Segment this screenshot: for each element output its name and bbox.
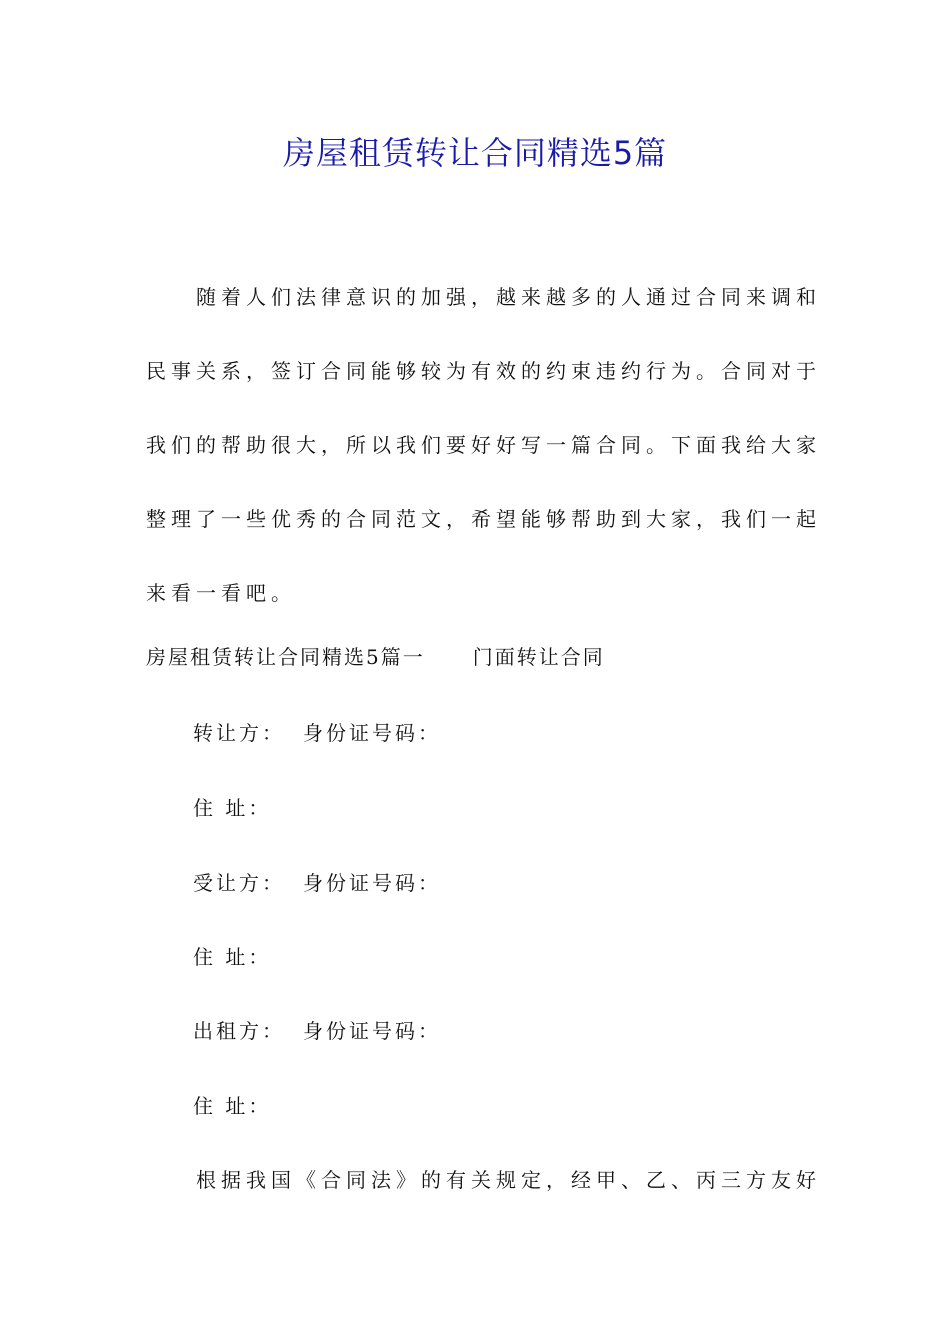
field-label: 出租方： xyxy=(193,1019,285,1043)
field-label: 住 址： xyxy=(193,945,272,969)
field-label: 住 址： xyxy=(193,1094,272,1118)
intro-line: 整理了一些优秀的合同范文，希望能够帮助到大家，我们一起 xyxy=(146,507,821,531)
document-title: 房屋租赁转让合同精选5篇 xyxy=(282,134,668,172)
field-transferee xyxy=(193,868,441,898)
field-transferor xyxy=(193,718,441,748)
intro-line: 来看一看吧。 xyxy=(146,581,296,605)
intro-line: 我们的帮助很大，所以我们要好好写一篇合同。下面我给大家 xyxy=(146,433,821,457)
field-id-label: 身份证号码： xyxy=(303,721,441,745)
field-lessor-address xyxy=(193,1091,271,1121)
field-label: 住 址： xyxy=(193,796,272,820)
field-lessor xyxy=(193,1016,441,1046)
section-heading xyxy=(146,642,605,672)
field-id-label: 身份证号码： xyxy=(303,871,441,895)
section-subtitle: 门面转让合同 xyxy=(472,645,605,669)
section-heading-text: 房屋租赁转让合同精选5篇一 xyxy=(146,645,425,669)
field-label: 转让方： xyxy=(193,721,285,745)
field-transferor-address xyxy=(193,793,271,823)
intro-paragraph xyxy=(146,260,821,630)
intro-line: 随着人们法律意识的加强，越来越多的人通过合同来调和 xyxy=(196,285,821,309)
body-paragraph-start: 根据我国《合同法》的有关规定，经甲、乙、丙三方友好 xyxy=(196,1168,821,1192)
field-id-label: 身份证号码： xyxy=(303,1019,441,1043)
intro-line: 民事关系，签订合同能够较为有效的约束违约行为。合同对于 xyxy=(146,359,821,383)
field-transferee-address xyxy=(193,942,271,972)
field-label: 受让方： xyxy=(193,871,285,895)
